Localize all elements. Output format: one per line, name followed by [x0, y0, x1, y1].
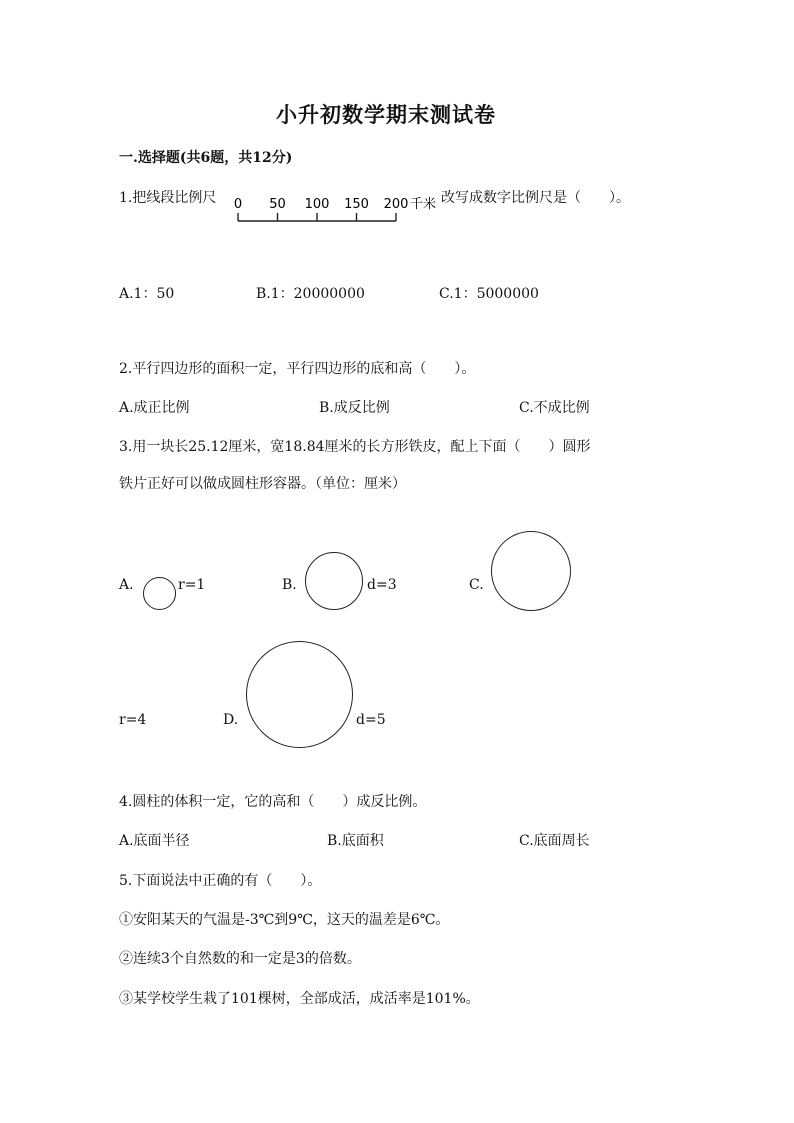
q3-option-c-label: r=4 [119, 712, 147, 728]
q5-statement-1: ①安阳某天的气温是-3℃到9℃，这天的温差是6℃。 [119, 912, 450, 928]
section-heading: 一.选择题(共6题，共12分) [119, 150, 293, 166]
q1-option-c[interactable]: C.1：5000000 [439, 286, 539, 302]
scale-label-50: 50 [269, 197, 286, 212]
question-3-line-1: 3.用一块长25.12厘米，宽18.84厘米的长方形铁皮，配上下面（ ）圆形 [119, 439, 591, 455]
q3-option-c-letter[interactable]: C. [469, 577, 484, 593]
q3-option-a-label: r=1 [178, 577, 206, 593]
question-2-text: 2.平行四边形的面积一定，平行四边形的底和高（ ）。 [119, 361, 476, 377]
q3-option-a-letter[interactable]: A. [119, 577, 134, 593]
q3-option-d-label: d=5 [356, 712, 386, 728]
question-1-text-before: 1.把线段比例尺 [119, 190, 217, 206]
circle-d [246, 641, 353, 748]
question-5-text: 5.下面说法中正确的有（ ）。 [119, 873, 322, 889]
scale-label-100: 100 [304, 197, 330, 212]
page-title: 小升初数学期末测试卷 [276, 102, 496, 127]
q2-option-c[interactable]: C.不成比例 [519, 400, 590, 416]
question-3-line-2: 铁片正好可以做成圆柱形容器。（单位：厘米） [119, 476, 406, 492]
q4-option-b[interactable]: B.底面积 [327, 833, 384, 849]
q4-option-a[interactable]: A.底面半径 [119, 833, 190, 849]
scale-label-150: 150 [344, 197, 369, 212]
q4-option-c[interactable]: C.底面周长 [519, 833, 590, 849]
q2-option-a[interactable]: A.成正比例 [119, 400, 190, 416]
circle-a [143, 577, 176, 610]
q1-option-a[interactable]: A.1：50 [119, 286, 175, 302]
q1-option-b[interactable]: B.1：20000000 [256, 286, 365, 302]
circle-b [305, 552, 363, 610]
line-scale-diagram [232, 192, 442, 226]
scale-unit: 千米 [410, 197, 437, 212]
q2-option-b[interactable]: B.成反比例 [319, 400, 390, 416]
circle-c [491, 531, 571, 611]
question-1-text-after: 改写成数字比例尺是（ ）。 [441, 190, 630, 206]
q5-statement-2: ②连续3个自然数的和一定是3的倍数。 [119, 951, 361, 967]
q5-statement-3: ③某学校学生栽了101棵树，全部成活，成活率是101%。 [119, 991, 480, 1007]
scale-label-0: 0 [233, 197, 243, 212]
q3-option-d-letter[interactable]: D. [223, 712, 239, 728]
q3-option-b-letter[interactable]: B. [282, 577, 297, 593]
question-4-text: 4.圆柱的体积一定，它的高和（ ）成反比例。 [119, 794, 427, 810]
scale-label-200: 200 [383, 197, 409, 212]
q3-option-b-label: d=3 [367, 577, 397, 593]
